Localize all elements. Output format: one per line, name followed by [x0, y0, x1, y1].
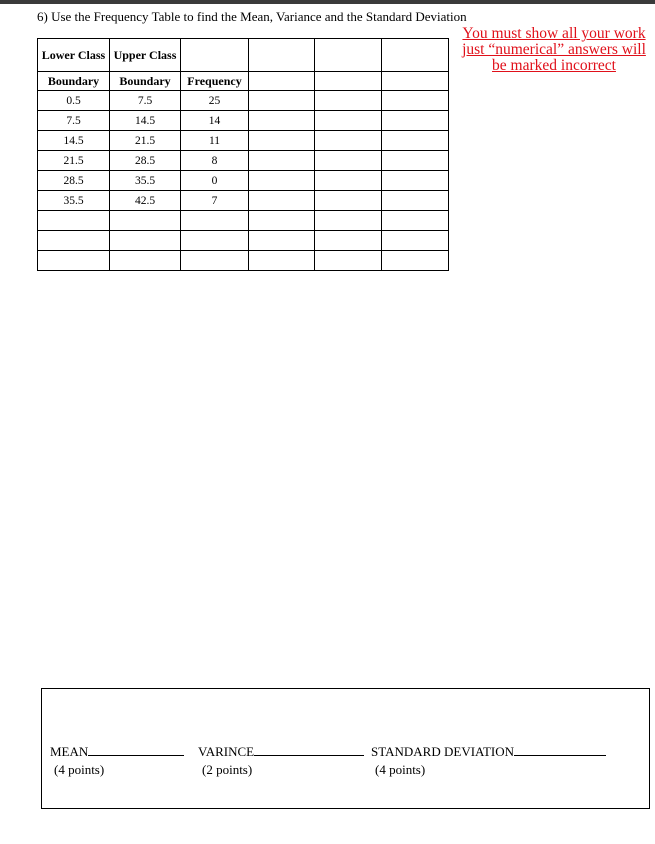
lower-boundary-cell: 35.5: [38, 191, 110, 211]
upper-boundary-cell: 35.5: [110, 171, 181, 191]
work-cell[interactable]: [249, 171, 315, 191]
header-lower-class: Lower Class: [38, 39, 110, 72]
variance-points: (2 points): [202, 762, 253, 777]
sd-answer-line[interactable]: [514, 743, 606, 756]
work-cell[interactable]: [181, 211, 249, 231]
work-cell[interactable]: [38, 251, 110, 271]
empty-table-row: [38, 251, 449, 271]
work-cell[interactable]: [315, 251, 382, 271]
work-cell[interactable]: [382, 211, 449, 231]
frequency-cell: 25: [181, 91, 249, 111]
header-empty-cell[interactable]: [315, 72, 382, 91]
work-cell[interactable]: [382, 151, 449, 171]
frequency-cell: 11: [181, 131, 249, 151]
table-row: [38, 171, 449, 191]
header-empty-cell[interactable]: [249, 39, 315, 72]
mean-field[interactable]: [50, 743, 184, 778]
work-cell[interactable]: [249, 231, 315, 251]
header-boundary-lower: Boundary: [38, 72, 110, 91]
header-empty-cell[interactable]: [315, 39, 382, 72]
work-cell[interactable]: [315, 231, 382, 251]
work-cell[interactable]: [249, 111, 315, 131]
table-row: [38, 151, 449, 171]
frequency-cell: 0: [181, 171, 249, 191]
lower-boundary-cell: 14.5: [38, 131, 110, 151]
frequency-cell: 14: [181, 111, 249, 131]
lower-boundary-cell: 0.5: [38, 91, 110, 111]
table-header-row: [38, 72, 449, 91]
header-empty-cell[interactable]: [181, 39, 249, 72]
sd-label: STANDARD DEVIATION: [371, 744, 515, 759]
work-cell[interactable]: [382, 111, 449, 131]
table-row: [38, 111, 449, 131]
mean-label: MEAN: [50, 744, 89, 759]
upper-boundary-cell: 7.5: [110, 91, 181, 111]
sd-points: (4 points): [375, 762, 426, 777]
variance-answer-line[interactable]: [254, 743, 364, 756]
table-row: [38, 131, 449, 151]
answer-box: [41, 688, 650, 809]
header-empty-cell[interactable]: [382, 39, 449, 72]
top-bar: [0, 0, 655, 4]
work-cell[interactable]: [315, 151, 382, 171]
work-cell[interactable]: [110, 251, 181, 271]
upper-boundary-cell: 21.5: [110, 131, 181, 151]
work-cell[interactable]: [315, 171, 382, 191]
work-cell[interactable]: [382, 91, 449, 111]
work-notice: You must show all your work just “numerical” answers will be marked incorrect: [462, 25, 646, 74]
empty-table-row: [38, 231, 449, 251]
work-cell[interactable]: [382, 191, 449, 211]
work-cell[interactable]: [249, 91, 315, 111]
work-cell[interactable]: [382, 131, 449, 151]
work-cell[interactable]: [110, 231, 181, 251]
frequency-table: [37, 38, 449, 271]
header-empty-cell[interactable]: [249, 72, 315, 91]
header-boundary-upper: Boundary: [110, 72, 181, 91]
table-row: [38, 91, 449, 111]
table-row: [38, 191, 449, 211]
empty-table-row: [38, 211, 449, 231]
lower-boundary-cell: 21.5: [38, 151, 110, 171]
work-cell[interactable]: [315, 111, 382, 131]
variance-field[interactable]: [198, 743, 364, 778]
question-text: 6) Use the Frequency Table to find the Mean, Variance and the Standard Deviation: [37, 9, 467, 24]
work-cell[interactable]: [249, 131, 315, 151]
lower-boundary-cell: 7.5: [38, 111, 110, 131]
work-cell[interactable]: [249, 211, 315, 231]
work-cell[interactable]: [382, 231, 449, 251]
header-empty-cell[interactable]: [382, 72, 449, 91]
work-cell[interactable]: [315, 131, 382, 151]
work-cell[interactable]: [249, 151, 315, 171]
variance-label: VARINCE: [198, 744, 255, 759]
work-cell[interactable]: [181, 231, 249, 251]
work-cell[interactable]: [249, 251, 315, 271]
work-cell[interactable]: [382, 251, 449, 271]
header-frequency: Frequency: [181, 72, 249, 91]
work-cell[interactable]: [249, 191, 315, 211]
table-header-row: [38, 39, 449, 72]
header-upper-class: Upper Class: [110, 39, 181, 72]
frequency-cell: 7: [181, 191, 249, 211]
mean-points: (4 points): [54, 762, 105, 777]
work-cell[interactable]: [315, 211, 382, 231]
frequency-cell: 8: [181, 151, 249, 171]
mean-answer-line[interactable]: [88, 743, 184, 756]
upper-boundary-cell: 42.5: [110, 191, 181, 211]
work-cell[interactable]: [382, 171, 449, 191]
work-cell[interactable]: [181, 251, 249, 271]
work-cell[interactable]: [110, 211, 181, 231]
work-cell[interactable]: [315, 91, 382, 111]
upper-boundary-cell: 14.5: [110, 111, 181, 131]
upper-boundary-cell: 28.5: [110, 151, 181, 171]
sd-field[interactable]: [371, 743, 606, 778]
work-cell[interactable]: [38, 211, 110, 231]
work-cell[interactable]: [315, 191, 382, 211]
lower-boundary-cell: 28.5: [38, 171, 110, 191]
work-cell[interactable]: [38, 231, 110, 251]
